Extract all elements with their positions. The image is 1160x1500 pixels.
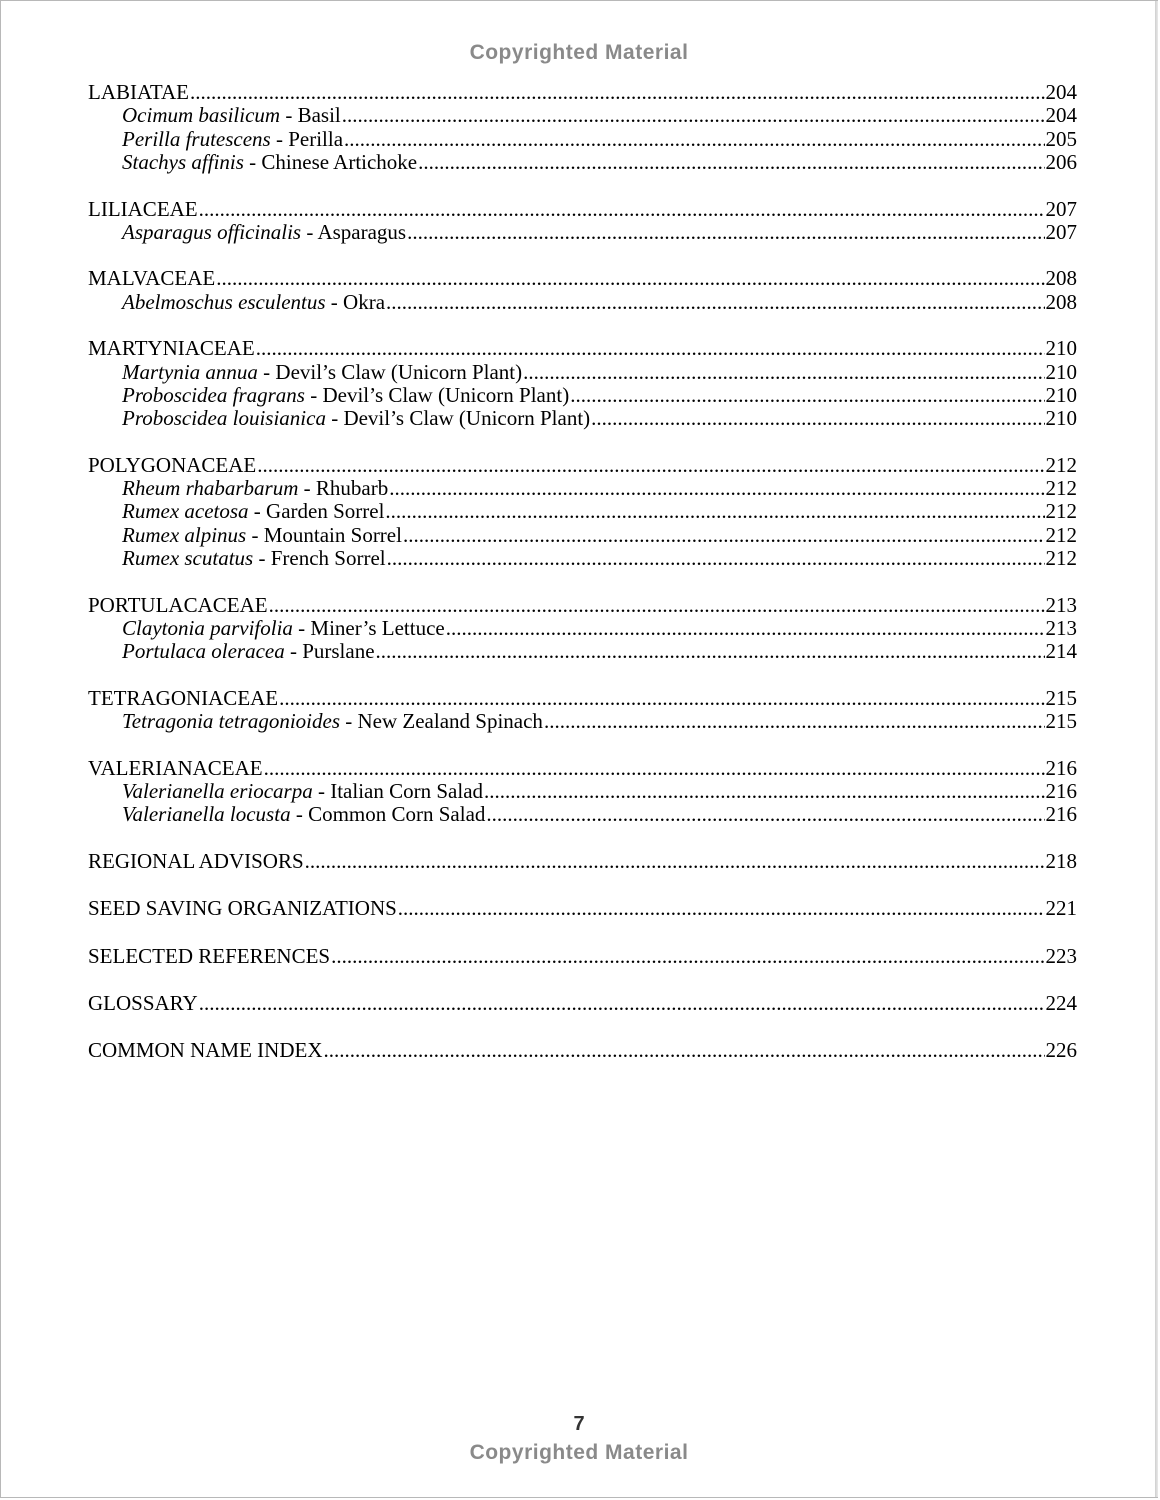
scientific-name: Stachys affinis [122,150,244,175]
entry-text: REGIONAL ADVISORS [88,848,304,873]
entry-label [88,992,198,1015]
dot-leader [407,221,1044,244]
entry-label [122,710,543,733]
page-ref: 214 [1045,639,1077,664]
entry-label [88,198,198,221]
dot-leader [279,687,1044,710]
toc-family-row [88,594,1077,617]
entry-text: - Asparagus [301,219,407,244]
dot-leader [324,1039,1045,1062]
entry-text: POLYGONACEAE [88,452,257,477]
toc-entry-row [88,710,1077,733]
entry-text: - Italian Corn Salad [312,778,484,803]
entry-label [122,780,483,803]
entry-label [122,151,417,174]
toc-entry-row [88,524,1077,547]
entry-text: - Basil [280,103,341,128]
toc-section-group [88,897,1077,920]
page-ref: 210 [1045,406,1077,431]
scientific-name: Valerianella eriocarpa [122,778,313,803]
page-ref: 218 [1045,848,1077,873]
page-ref: 213 [1045,592,1077,617]
page-ref: 224 [1045,990,1077,1015]
page-number: 7 [573,1413,585,1435]
entry-label [122,640,375,663]
toc-family-row [88,198,1077,221]
entry-label [88,945,330,968]
toc-entry-row [88,104,1077,127]
entry-text: - Perilla [270,126,344,151]
dot-leader [264,757,1045,780]
dot-leader [389,477,1044,500]
toc-entry-row [88,361,1077,384]
page-ref: 216 [1045,802,1077,827]
entry-text: SELECTED REFERENCES [88,943,331,968]
toc-family-row [88,687,1077,710]
entry-label [122,221,406,244]
entry-label [122,291,385,314]
scientific-name: Martynia annua [122,359,258,384]
entry-text: - Devil’s Claw (Unicorn Plant) [304,382,570,407]
entry-text: - Rhubarb [298,476,389,501]
toc-entry-row [88,500,1077,523]
page-ref: 205 [1045,126,1077,151]
page-ref: 213 [1045,616,1077,641]
entry-text: MARTYNIACEAE [88,336,255,361]
dot-leader [398,897,1045,920]
page-ref: 216 [1045,755,1077,780]
toc-section-row [88,850,1077,873]
toc-section-group [88,992,1077,1015]
page-ref: 215 [1045,709,1077,734]
entry-text: - Common Corn Salad [290,802,486,827]
entry-label [122,361,522,384]
dot-leader [385,500,1044,523]
page-ref: 210 [1045,336,1077,361]
page-ref: 204 [1045,103,1077,128]
entry-label [122,547,386,570]
page-ref: 207 [1045,219,1077,244]
dot-leader [257,454,1044,477]
dot-leader [486,803,1044,826]
entry-label [122,407,590,430]
dot-leader [446,617,1045,640]
toc-entry-row [88,640,1077,663]
page-ref: 206 [1045,150,1077,175]
entry-text: GLOSSARY [88,990,198,1015]
dot-leader [591,407,1044,430]
page-ref: 212 [1045,499,1077,524]
dot-leader [418,151,1044,174]
toc-entry-row [88,291,1077,314]
scientific-name: Proboscidea louisianica [122,406,326,431]
toc-section-row [88,945,1077,968]
entry-text: - New Zealand Spinach [340,709,543,734]
toc-entry-row [88,407,1077,430]
entry-label [122,384,569,407]
page-ref: 212 [1045,546,1077,571]
toc-section-group [88,1039,1077,1062]
scientific-name: Tetragonia tetragonioides [122,709,340,734]
page-ref: 212 [1045,452,1077,477]
entry-label [88,454,256,477]
dot-leader [256,337,1045,360]
page-ref: 215 [1045,685,1077,710]
entry-text: LABIATAE [88,80,189,104]
entry-text: - Miner’s Lettuce [292,616,445,641]
dot-leader [387,547,1045,570]
entry-label [88,594,268,617]
page-ref: 210 [1045,382,1077,407]
entry-label [122,803,485,826]
dot-leader [331,945,1044,968]
dot-leader [544,710,1045,733]
toc-family-group [88,757,1077,827]
scientific-name: Rumex alpinus [122,522,247,547]
entry-label [122,617,445,640]
dot-leader [570,384,1044,407]
entry-label [122,104,341,127]
entry-label [88,897,397,920]
scientific-name: Claytonia parvifolia [122,616,293,641]
entry-label [88,850,304,873]
table-of-contents [88,81,1077,1087]
toc-entry-row [88,617,1077,640]
toc-entry-row [88,477,1077,500]
toc-family-row [88,81,1077,104]
toc-family-group [88,81,1077,175]
entry-label [88,81,189,104]
page-ref: 207 [1045,196,1077,221]
page-ref: 226 [1045,1038,1077,1063]
page-ref: 208 [1045,289,1077,314]
toc-family-group [88,687,1077,734]
entry-text: - Okra [325,289,386,314]
toc-section-group [88,850,1077,873]
entry-text: - French Sorrel [253,546,386,571]
toc-entry-row [88,128,1077,151]
scientific-name: Abelmoschus esculentus [122,289,326,314]
scientific-name: Ocimum basilicum [122,103,281,128]
toc-family-row [88,267,1077,290]
page-ref: 216 [1045,778,1077,803]
entry-label [88,757,263,780]
scientific-name: Asparagus officinalis [122,219,302,244]
toc-family-group [88,454,1077,571]
entry-text: VALERIANACEAE [88,755,263,780]
entry-text: SEED SAVING ORGANIZATIONS [88,896,397,921]
dot-leader [190,81,1045,104]
toc-section-row [88,897,1077,920]
entry-label [122,477,388,500]
dot-leader [344,128,1044,151]
toc-family-row [88,454,1077,477]
scientific-name: Rumex acetosa [122,499,249,524]
entry-text: - Garden Sorrel [248,499,385,524]
dot-leader [386,291,1044,314]
dot-leader [216,267,1044,290]
entry-label [122,500,384,523]
entry-text: - Mountain Sorrel [246,522,402,547]
entry-text: PORTULACACEAE [88,592,268,617]
scientific-name: Perilla frutescens [122,126,271,151]
toc-family-group [88,198,1077,245]
entry-label [88,267,215,290]
entry-text: - Chinese Artichoke [243,150,418,175]
entry-label [122,128,343,151]
toc-section-group [88,945,1077,968]
page-ref: 210 [1045,359,1077,384]
toc-family-group [88,337,1077,431]
entry-label [122,524,402,547]
page-ref: 223 [1045,943,1077,968]
page-ref: 212 [1045,522,1077,547]
entry-text: - Devil’s Claw (Unicorn Plant) [257,359,523,384]
entry-text: - Devil’s Claw (Unicorn Plant) [325,406,591,431]
page-ref: 208 [1045,266,1077,291]
scientific-name: Rumex scutatus [122,546,254,571]
page-ref: 212 [1045,476,1077,501]
toc-entry-row [88,221,1077,244]
entry-label [88,337,255,360]
scientific-name: Rheum rhabarbarum [122,476,299,501]
dot-leader [269,594,1045,617]
toc-family-row [88,757,1077,780]
toc-section-row [88,1039,1077,1062]
dot-leader [342,104,1045,127]
toc-entry-row [88,547,1077,570]
entry-text: COMMON NAME INDEX [88,1038,323,1063]
toc-section-row [88,992,1077,1015]
scientific-name: Valerianella locusta [122,802,291,827]
entry-text: LILIACEAE [88,196,198,221]
toc-entry-row [88,151,1077,174]
toc-family-group [88,267,1077,314]
watermark-top: Copyrighted Material [469,41,689,64]
scientific-name: Portulaca oleracea [122,639,285,664]
page-ref: 204 [1045,80,1077,104]
scientific-name: Proboscidea fragrans [122,382,305,407]
dot-leader [484,780,1044,803]
entry-label [88,1039,323,1062]
toc-entry-row [88,803,1077,826]
toc-family-row [88,337,1077,360]
toc-entry-row [88,780,1077,803]
dot-leader [403,524,1045,547]
dot-leader [305,850,1045,873]
entry-text: MALVACEAE [88,266,216,291]
entry-text: TETRAGONIACEAE [88,685,279,710]
toc-entry-row [88,384,1077,407]
dot-leader [199,992,1045,1015]
dot-leader [523,361,1044,384]
toc-family-group [88,594,1077,664]
page-ref: 221 [1045,896,1077,921]
dot-leader [199,198,1045,221]
entry-label [88,687,278,710]
entry-text: - Purslane [284,639,375,664]
watermark-bottom: Copyrighted Material [469,1441,689,1464]
dot-leader [376,640,1045,663]
